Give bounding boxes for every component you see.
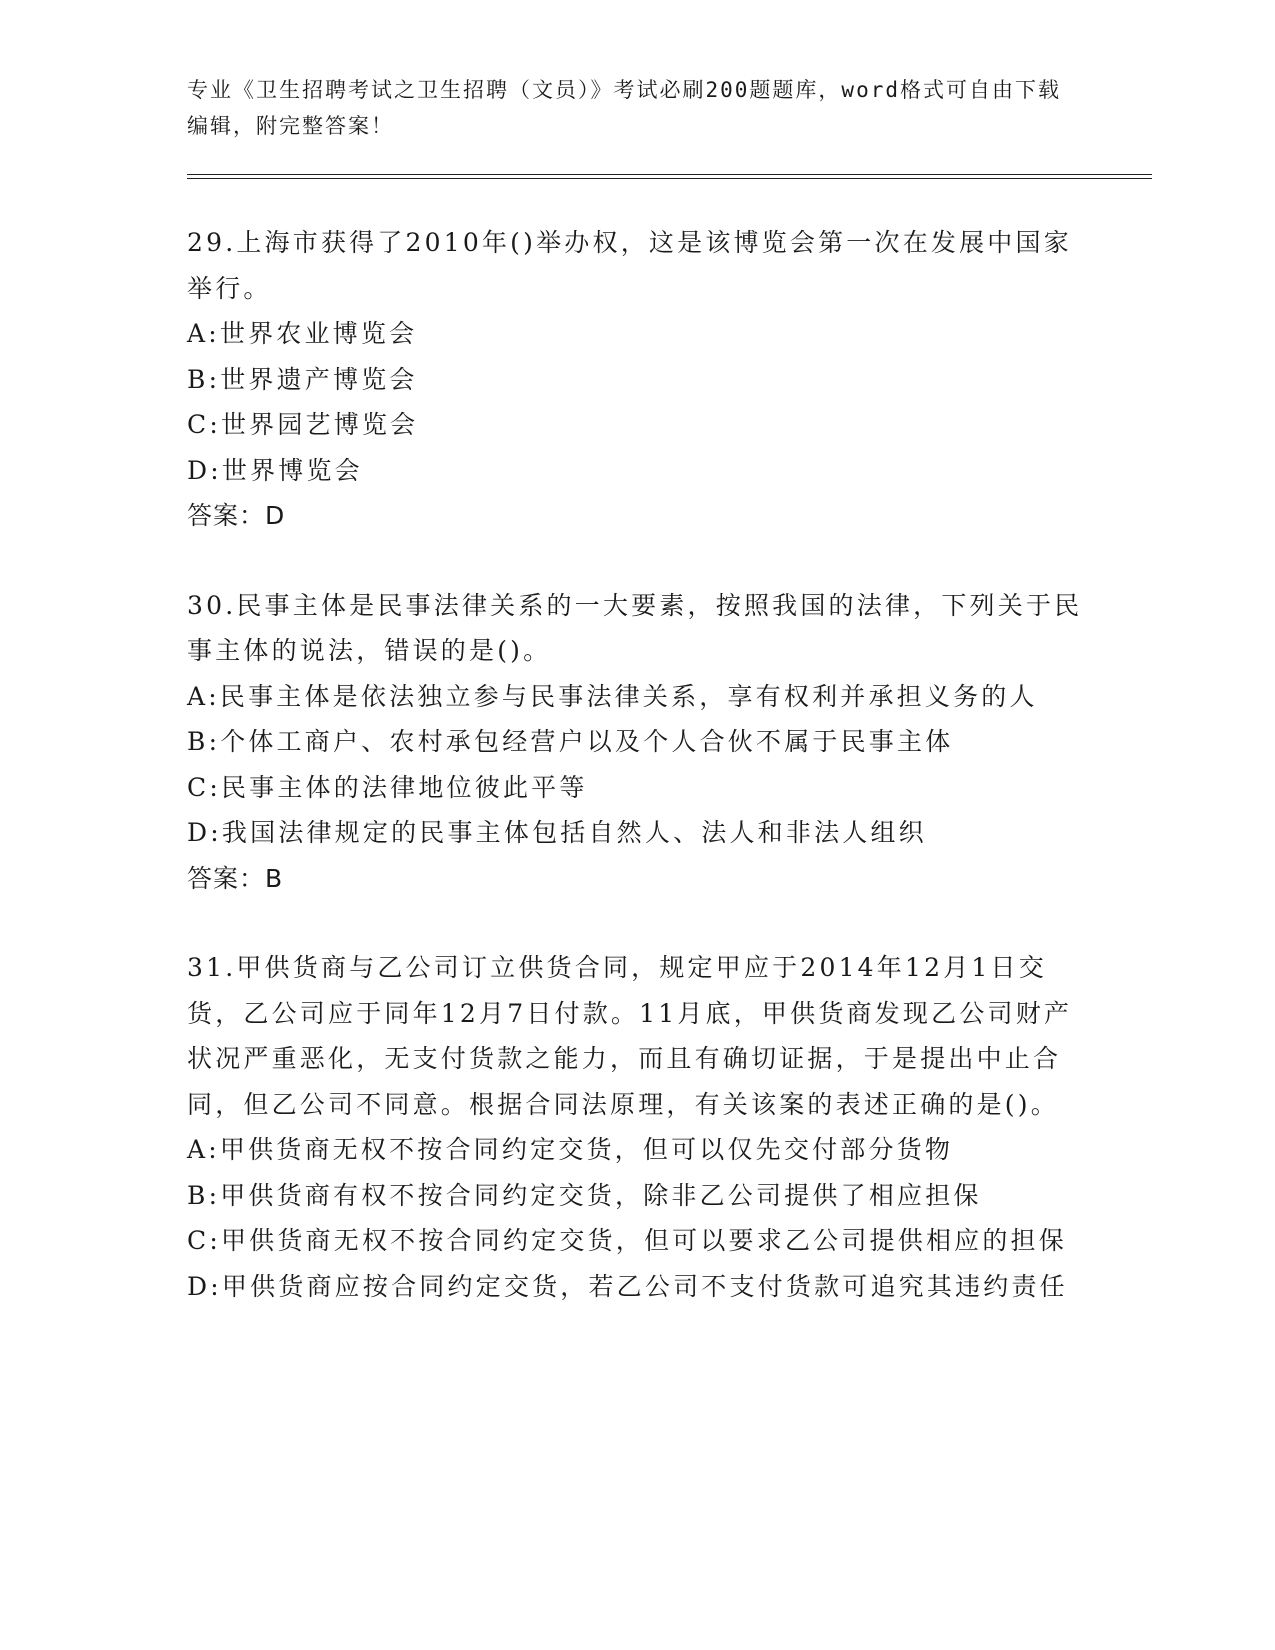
document-page bbox=[187, 70, 1087, 1301]
question-29 bbox=[187, 220, 1087, 539]
option-d: D:我国法律规定的民事主体包括自然人、法人和非法人组织 bbox=[187, 818, 927, 847]
answer-label: 答案：B bbox=[187, 863, 284, 893]
option-a: A:甲供货商无权不按合同约定交货，但可以仅先交付部分货物 bbox=[187, 1135, 954, 1164]
question-31 bbox=[187, 945, 1087, 1309]
question-30 bbox=[187, 583, 1087, 902]
question-text: 31.甲供货商与乙公司订立供货合同，规定甲应于2014年12月1日交货，乙公司应于同年12月7日付款。11月底，甲供货商发现乙公司财产状况严重恶化，无支付货款之能力，而且有确切证据，于是提出中止合同，但乙公司不同意。根据合同法原理，有关该案的表述正确的是()。 bbox=[187, 953, 1073, 1119]
header-divider bbox=[187, 174, 1152, 179]
option-d: D:甲供货商应按合同约定交货，若乙公司不支付货款可追究其违约责任 bbox=[187, 1271, 1068, 1301]
answer-label: 答案：D bbox=[187, 501, 286, 530]
option-d: D:世界博览会 bbox=[187, 455, 363, 485]
option-a: A:民事主体是依法独立参与民事法律关系，享有权利并承担义务的人 bbox=[187, 681, 1038, 711]
question-text: 30.民事主体是民事法律关系的一大要素，按照我国的法律，下列关于民事主体的说法，错误的是()。 bbox=[187, 590, 1083, 665]
option-a: A:世界农业博览会 bbox=[187, 319, 418, 348]
option-b: B:个体工商户、农村承包经营户以及个人合伙不属于民事主体 bbox=[187, 727, 954, 756]
option-b: B:世界遗产博览会 bbox=[187, 364, 418, 394]
option-c: C:甲供货商无权不按合同约定交货，但可以要求乙公司提供相应的担保 bbox=[187, 1226, 1067, 1255]
option-b: B:甲供货商有权不按合同约定交货，除非乙公司提供了相应担保 bbox=[187, 1180, 982, 1210]
document-header: 专业《卫生招聘考试之卫生招聘（文员）》考试必刷200题题库，word格式可自由下载编辑，附完整答案！ bbox=[187, 78, 1061, 138]
option-c: C:世界园艺博览会 bbox=[187, 410, 419, 439]
question-text: 29.上海市获得了2010年()举办权，这是该博览会第一次在发展中国家举行。 bbox=[187, 228, 1072, 303]
question-list bbox=[187, 220, 1087, 1353]
option-c: C:民事主体的法律地位彼此平等 bbox=[187, 772, 588, 802]
